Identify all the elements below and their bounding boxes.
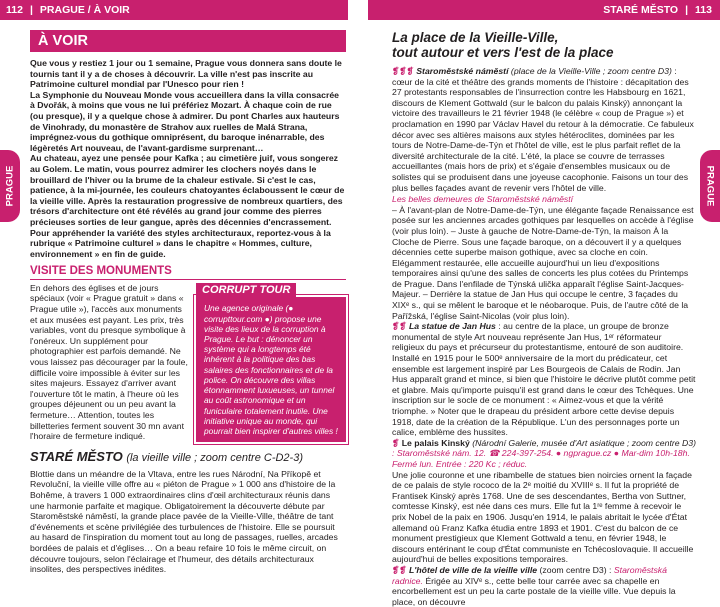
intro-paragraph: Au chateau, ayez une pensée pour Kafka ; au cimetière juif, vous songerez au Golem. Le matin, vous pourrez admirer les clochers noyés dans le brouillard de l'hiver ou la brume de la chaleur estivale. Si c'est le cas, patience, à la mi-journée, les couleurs chatoyantes éclaboussent le cœur de la vieille ville. Après la restauration progressive de nombreux quartiers, des trésors d'architecture ont été révélés au grand jour comme des pierres précieuses sorties de leur gangue, après des décennies d'encrassement. Pour appréhender la variété des styles architecturaux, reportez-vous à la rubrique « Patrimoine culturel » dans le chapitre « Hommes, culture, environnement » en fin de guide. xyxy=(30,153,345,259)
side-tab-left xyxy=(0,150,20,222)
side-tab-label: PRAGUE xyxy=(4,165,16,207)
entry-location: (zoom centre D3) : xyxy=(539,564,612,575)
header-section-left: PRAGUE / À VOIR xyxy=(39,4,130,16)
visite-text: En dehors des églises et de jours spéciaux (voir « Prague gratuit » dans « Prague utile »), l'accès aux monuments et aux musées est payant. Les prix, très variables, vont du presque symbolique à l'onéreux. Un supplément pour photographier est parfois demandé. Ne vous laissez pas décourager par la foule, difficile voire impossible à éviter sur les sites majeurs. Essayez d'arriver avant l'ouverture tôt le matin, à l'heure où les groupes déjeunent ou un peu avant la fermeture… Attention, toutes les billetteries ferment souvent 30 mn avant l'horaire de fermeture indiqué. xyxy=(30,282,188,442)
entry-hotel-de-ville xyxy=(392,565,696,607)
page-header-left xyxy=(0,0,348,20)
entry-text: : cœur de la cité et théâtre des grands moments de l'histoire : décapitation des 27 protestants responsables de l'insurrection contre les Habsbourg en 1621, discours de Klement Gottwald (sur le balcon du palais Kinský) annonçant la victoire des travailleurs le 21 février 1948 (le célèbre « coup de Prague ») et proclamation en 1990 par Václav Havel du retour à la démocratie. Ce fabuleux décor avec ses altières maisons aux styles hétéroclites, dominées par les tours de Notre-Dame-de-Týn et l'hôtel de ville, est le plus parfait reflet de la diversité architecturale de la cité. L'été, la place se couvre de terrasses accueillantes (mais hors de prix) et s'égaie d'ensembles musicaux ou de solistes qui se produisent dans une joyeuse cacophonie. Faisons un tour des plus belles façades avant de revenir vers l'hôtel de ville. xyxy=(392,66,694,193)
title-line: La place de la Vieille-Ville, xyxy=(392,30,559,45)
stare-mesto-text: Blottie dans un méandre de la Vltava, entre les rues Národní, Na Příkopě et Revoluční, la vieille ville offre au « piéton de Prague » 1 000 ans d'histoire de la Bohême, à travers 1 000 extraordinaires clins d'œil architecturaux réunis dans une harmonie parfaite et magique. Obligatoirement la découverte débute par Staroměstské náměstí, la grande place pavée de la Vieille-Ville, théâtre de tant d'événements et scène privilégiée des turbulences de l'histoire. Elle se poursuit au hasard de l'inspiration du moment tout au long de passages, ruelles, arcades bordées de palais et d'églises… On a beau refaire 10 fois le même circuit, on découvre toujours, selon l'éclairage et l'humeur, des détails architecturaux insolites, des perspectives inédites. xyxy=(30,468,338,575)
entry-name: Le palais Kinský xyxy=(401,437,470,448)
header-separator: | xyxy=(29,4,33,16)
entry-jan-hus xyxy=(392,321,696,438)
entry-text: : au centre de la place, un groupe de bronze monumental de style Art nouveau représente Jan Hus, 1ᵉʳ réformateur religieux du pays et précurseur du protestantisme, entouré de son auditoire. Installé en 1915 pour le 500ᵉ anniversaire de la mort du prédicateur, cet ensemble est largement inspiré par Les Bourgeois de Calais de Rodin. Jan Hus apparaît grand et mince, si bien que l'histoire le décrive plutôt comme petit et glabre. Mais qu'importe puisqu'il est grand dans le cœur des Tchèques. Une inscription sur le socle de ce monument : « Aimez-vous et que la vérité triomphe. » Noter que le drapeau du président arbore cette devise depuis 1918, date de la création de la République. L'un des personnages porte un calice, emblème des hussites. xyxy=(392,321,696,438)
right-title xyxy=(392,30,696,60)
page-number-left: 112 xyxy=(6,4,23,16)
visite-heading: VISITE DES MONUMENTS xyxy=(30,266,346,280)
entry-name: Staroměstské náměstí xyxy=(416,66,509,76)
rating-icon: ❡❡ xyxy=(392,564,407,575)
header-section-right: STARÉ MĚSTO xyxy=(603,4,679,16)
entry-location: (place de la Vieille-Ville ; zoom centre D3) xyxy=(510,66,672,76)
page-header-right xyxy=(368,0,720,20)
header-separator: | xyxy=(685,4,689,16)
intro-text xyxy=(30,58,346,259)
page-number-right: 113 xyxy=(695,4,712,16)
right-column xyxy=(392,30,696,607)
entry-location: (Národní Galerie, musée d'Art asiatique ; zoom centre D3) xyxy=(472,437,696,448)
corrupt-tour-box xyxy=(196,283,346,442)
rating-icon: ❡ xyxy=(392,437,400,448)
side-tab-label: PRAGUE xyxy=(704,165,716,207)
entry-kinsky xyxy=(392,438,696,470)
stare-mesto-title: STARÉ MĚSTO xyxy=(30,448,123,464)
stare-mesto-subtitle: (la vieille ville ; zoom centre C-D2-3) xyxy=(126,451,303,464)
entry-metro: Staroměstská radnice. xyxy=(392,564,667,586)
intro-paragraph: La Symphonie du Nouveau Monde vous accueillera dans la villa consacrée à Dvořák, à moins que vous ne lui préfériez Mozart. À chaque coin de rue (ou presque), il y a quelque chose à admirer. Du pont Charles aux hauteurs de Vinohrady, du monastère de Strahov aux ruelles de Malá Strana, imprégnez-vous du gothique omniprésent, du baroque inénarrable, des légèretés Art nouveau, de l'avant-gardisme surprenant… xyxy=(30,89,340,153)
rating-icon: ❡❡ xyxy=(392,321,407,332)
section-banner-a-voir: À VOIR xyxy=(30,30,346,52)
entry-name: L'hôtel de ville de la vieille ville xyxy=(408,564,538,575)
entry-name: La statue de Jan Hus xyxy=(408,321,496,332)
kinsky-text: Une jolie couronne et une ribambelle de statues bien noircies ornent la façade de ce palais de style rococo de la 2ᵉ moitié du XVIIIᵉ s. Il fut la propriété de Frantisek Kinský après 1768. Une de ses descendantes, Bertha von Suttner, comtesse Kinský, est née dans ces murs. Elle fut la 1ʳᵉ femme à recevoir le prix Nobel de la paix en 1906. Jusqu'en 1914, le palais abritait le lycée d'État allemand où Franz Kafka étudia entre 1893 et 1901. C'est du balcon de ce monument prestigieux que Klement Gottwald a tenu, en février 1948, le discours entérinant le coup d'État communiste en Tchécoslovaquie. Il accueille aujourd'hui de belles expositions temporaires. xyxy=(392,469,694,565)
stare-mesto-heading xyxy=(30,450,346,465)
intro-paragraph: Que vous y restiez 1 jour ou 1 semaine, Prague vous donnera sans doute le tournis tant il y a de choses à découvrir. La ville n'est pas inscrite au Patrimoine culturel mondial par l'Unesco pour rien ! xyxy=(30,58,342,90)
belles-text: – À l'avant-plan de Notre-Dame-de-Týn, une élégante façade Renaissance est posée sur les anciennes arcades gothiques par lesquelles on accède à l'église (voir plus loin). – Juste à gauche de Notre-Dame-de-Týn, la maison À la Cloche de Pierre. Sous une façade baroque, on a découvert il y a quelques décennies cette superbe maison gothique, avec sa cloche en coin. Elégamment restaurée, elle accueille aujourd'hui un lieu d'expositions temporaires ainsi qu'une des salles de concerts les plus cotées du Printemps de Prague. Dans l'enfilade de Týnská ulička apparaît l'église Saint-Jacques-Majeur. – Derrière la statue de Jan Hus qui occupe le centre, 3 façades du XIXᵉ s., qui se mêlent le baroque et le néobaroque. Puis, de l'autre côté de la Pařížská, l'église Saint-Nicolas (voir plus loin). xyxy=(392,204,694,321)
entry-text: Érigée au XIVᵉ s., cette belle tour carrée avec sa chapelle en encorbellement est un peu la carte postale de la vieille ville. Vue depuis la place, on découvre xyxy=(392,575,676,607)
box-title: CORRUPT TOUR xyxy=(196,283,296,298)
title-line: tout autour et vers l'est de la place xyxy=(392,45,614,60)
entry-info: : Staroměstské nám. 12. ☎ 224-397-254. ● ngprague.cz ● Mar-dim 10h-18h. Fermé lun. Entrée : 220 Kc ; réduc. xyxy=(392,448,690,469)
left-column xyxy=(30,30,346,575)
rating-icon: ❡❡❡ xyxy=(392,66,414,76)
side-tab-right xyxy=(700,150,720,222)
entry-staromestske xyxy=(392,66,696,193)
belles-heading: Les belles demeures de Staroměstské náměstí xyxy=(392,194,574,205)
box-body: Une agence originale (● corrupttour.com ●) propose une visite des lieux de la corruption à Prague. Le but : dénoncer un système qui a longtemps été inhérent à la politique des bas salaires des fonctionnaires et de la police. On découvre des villas étonnamment luxueuses, un tunnel au coût astronomique et un funiculaire totalement inutile. Une initiative unique au monde, qui pourrait bien inspirer d'autres villes ! xyxy=(196,297,346,442)
